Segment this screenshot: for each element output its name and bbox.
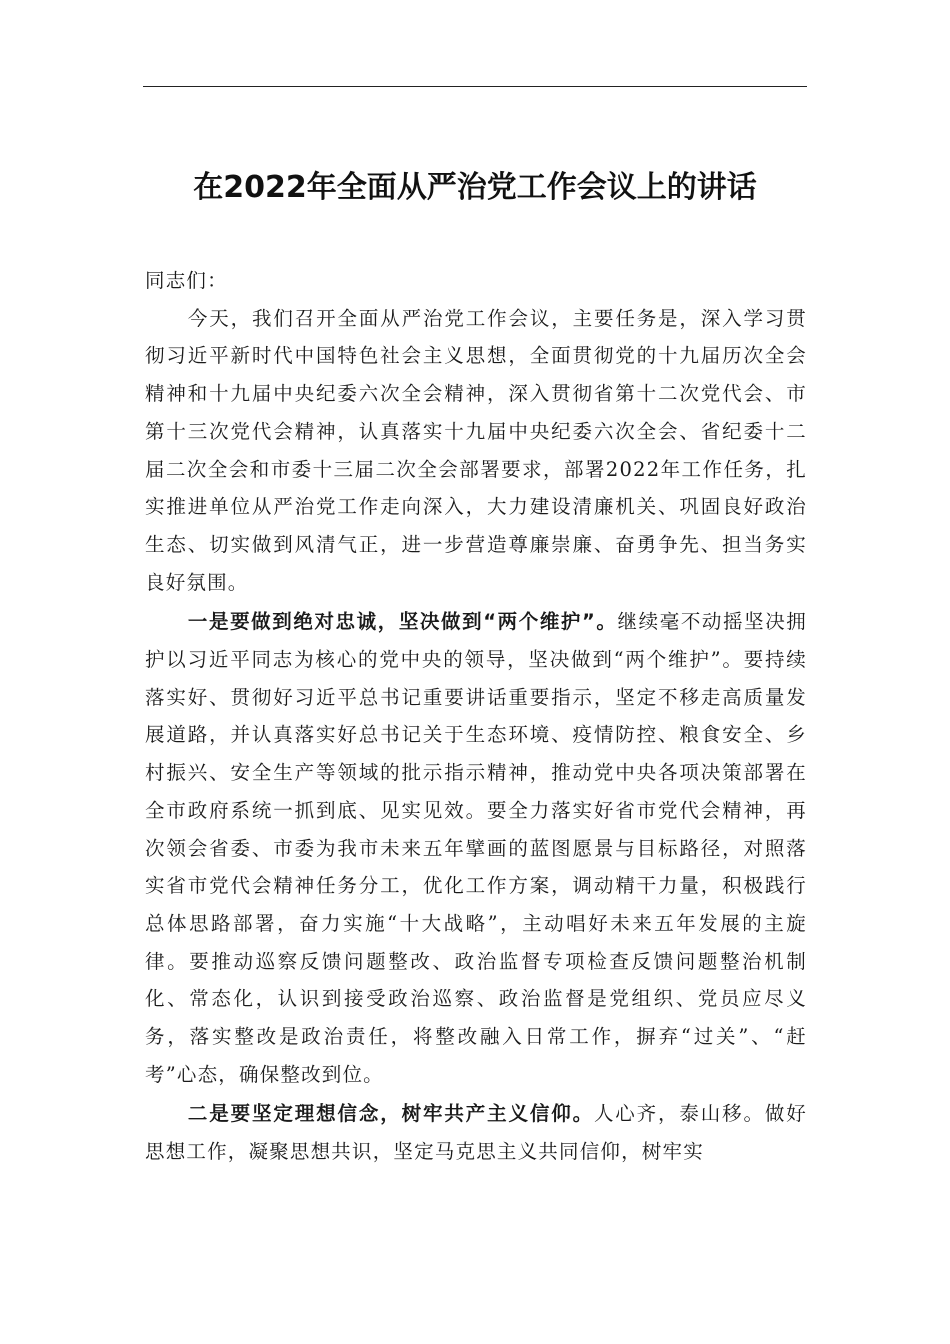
paragraph-text: 今天，我们召开全面从严治党工作会议，主要任务是，深入学习贯彻习近平新时代中国特色社会主义思想，全面贯彻党的十九届历次全会精神和十九届中央纪委六次全会精神，深入贯彻省第十二次党代会、市第十三次党代会精神，认真落实十九届中央纪委六次全会、省纪委十二届二次全会和市委十三届二次全会部署要求，部署2022年工作任务，扎实推进单位从严治党工作走向深入，大力建设清廉机关、巩固良好政治生态、切实做到风清气正，进一步营造尊廉崇廉、奋勇争先、担当务实良好氛围。 (145, 306, 807, 594)
salutation: 同志们： (145, 269, 228, 292)
paragraph-point-two (145, 1095, 807, 1170)
document-title: 在2022年全面从严治党工作会议上的讲话 (193, 170, 757, 205)
document-body (145, 262, 807, 1171)
paragraph-text: 继续毫不动摇坚决拥护以习近平同志为核心的党中央的领导，坚决做到“两个维护”。要持续落实好、贯彻好习近平总书记重要讲话重要指示，坚定不移走高质量发展道路，并认真落实好总书记关于生态环境、疫情防控、粮食安全、乡村振兴、安全生产等领域的批示指示精神，推动党中央各项决策部署在全市政府系统一抓到底、见实见效。要全力落实好省市党代会精神，再次领会省委、市委为我市未来五年擘画的蓝图愿景与目标路径，对照落实省市党代会精神任务分工，优化工作方案，调动精干力量，积极践行总体思路部署，奋力实施“十大战略”，主动唱好未来五年发展的主旋律。要推动巡察反馈问题整改、政治监督专项检查反馈问题整治机制化、常态化，认识到接受政治巡察、政治监督是党组织、党员应尽义务，落实整改是政治责任，将整改融入日常工作，摒弃“过关”、“赶考”心态，确保整改到位。 (145, 610, 807, 1086)
paragraph-lead: 一是要做到绝对忠诚，坚决做到“两个维护”。 (187, 610, 618, 634)
paragraph-lead: 二是要坚定理想信念，树牢共产主义信仰。 (187, 1102, 594, 1126)
paragraph-text: 人心齐，泰山移。做好思想工作，凝聚思想共识，坚定马克思主义共同信仰，树牢实 (145, 1102, 807, 1164)
paragraph-point-one (145, 603, 807, 1093)
header-rule (143, 86, 807, 87)
paragraph-intro (145, 300, 807, 602)
